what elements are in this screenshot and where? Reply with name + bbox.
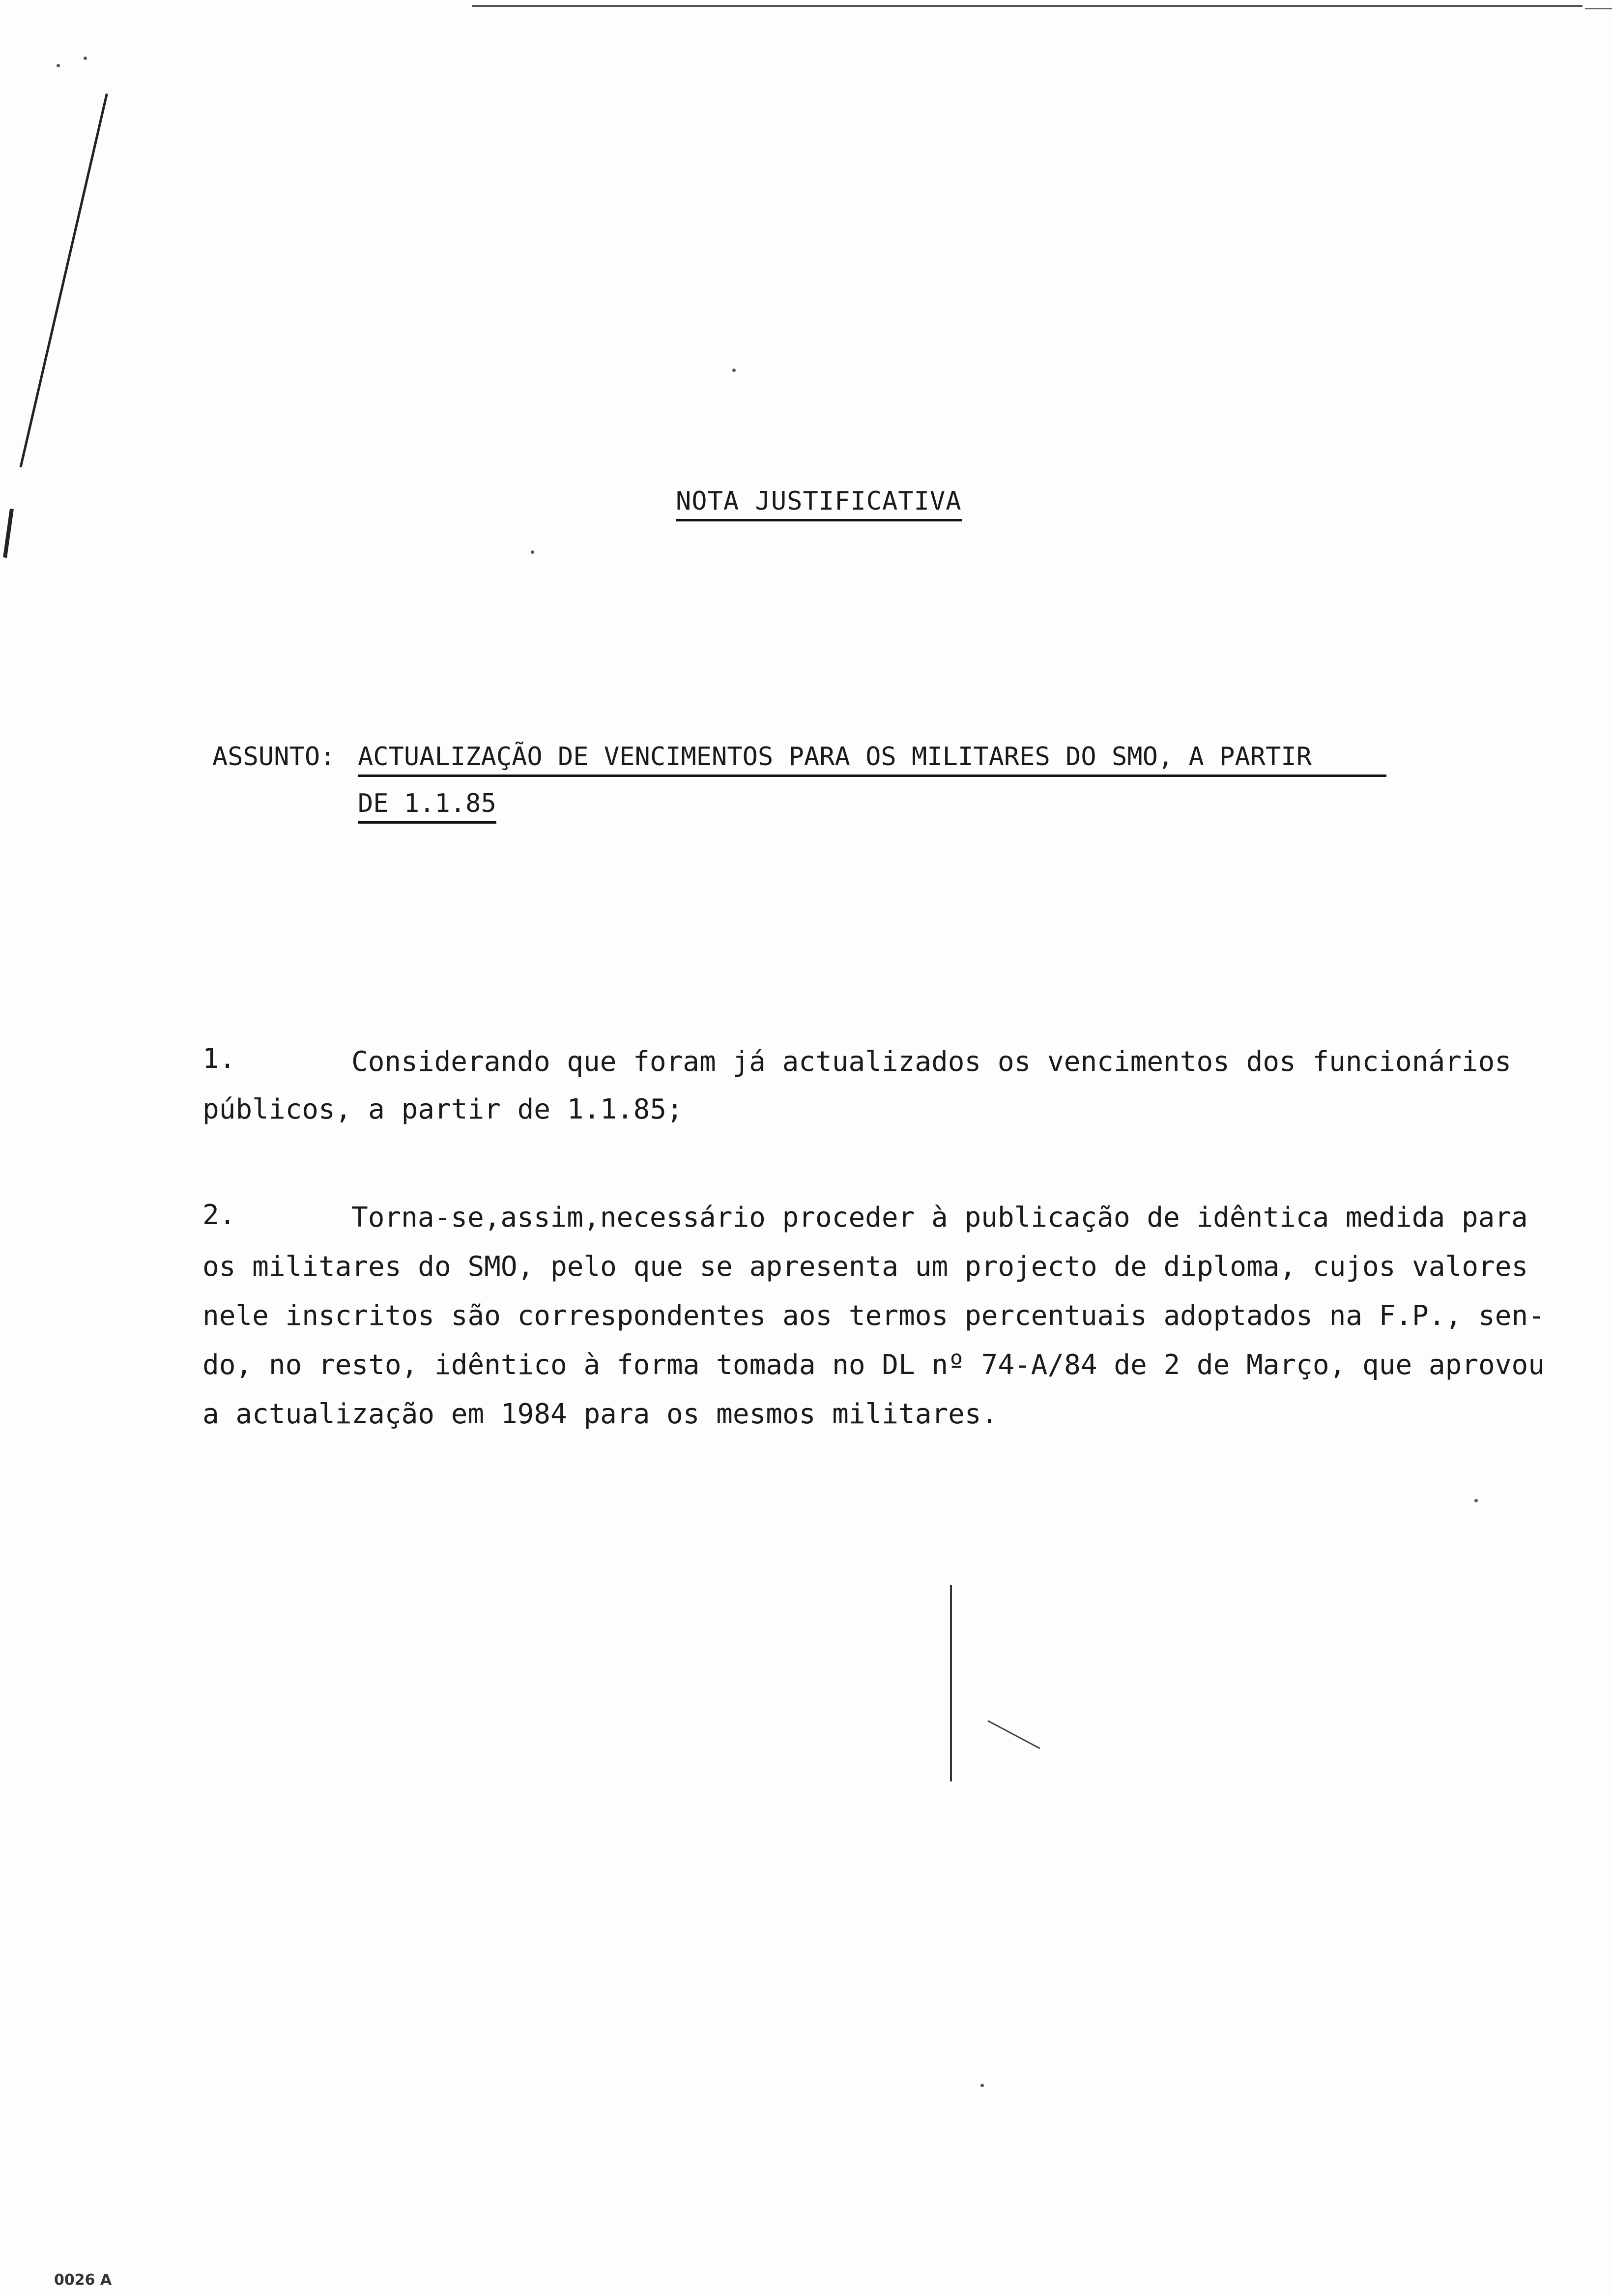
scan-speck — [732, 369, 736, 372]
scan-speck — [531, 550, 534, 554]
subject-text-line-1: ACTUALIZAÇÃO DE VENCIMENTOS PARA OS MILITARES DO SMO, A PARTIR — [358, 742, 1386, 777]
paragraph-2-line-1: Torna-se,assim,necessário proceder à publicação de idêntica medida para — [351, 1202, 1528, 1234]
scan-speck — [84, 57, 87, 60]
paragraph-2-line-3: nele inscritos são correspondentes aos termos percentuais adoptados na F.P., sen- — [202, 1300, 1545, 1332]
scan-speck — [980, 2084, 984, 2087]
subject-label: ASSUNTO: — [212, 742, 336, 772]
footer-page-code: 0026 A — [54, 2271, 112, 2289]
paragraph-2-line-2: os militares do SMO, pelo que se apresenta um projecto de diploma, cujos valores — [202, 1251, 1528, 1283]
scan-top-rule-fragment — [1585, 8, 1612, 9]
paragraph-1-number: 1. — [202, 1043, 236, 1075]
scan-edge-mark — [20, 93, 108, 467]
scan-top-rule — [472, 5, 1583, 7]
subject-text-line-2: DE 1.1.85 — [358, 789, 496, 824]
scan-stray-stroke — [987, 1720, 1040, 1749]
paragraph-2-line-5: a actualização em 1984 para os mesmos militares. — [202, 1398, 998, 1430]
scan-speck — [57, 64, 60, 67]
paragraph-2-number: 2. — [202, 1199, 236, 1231]
paragraph-1-line-1: Considerando que foram já actualizados os vencimentos dos funcionários — [351, 1046, 1512, 1078]
paragraph-2-line-4: do, no resto, idêntico à forma tomada no DL nº 74-A/84 de 2 de Março, que aprovou — [202, 1349, 1545, 1381]
scan-stray-line — [950, 1585, 952, 1781]
scan-edge-mark — [3, 509, 14, 558]
scan-speck — [1474, 1499, 1478, 1502]
paragraph-1-line-2: públicos, a partir de 1.1.85; — [202, 1093, 683, 1125]
document-title: NOTA JUSTIFICATIVA — [676, 487, 962, 521]
